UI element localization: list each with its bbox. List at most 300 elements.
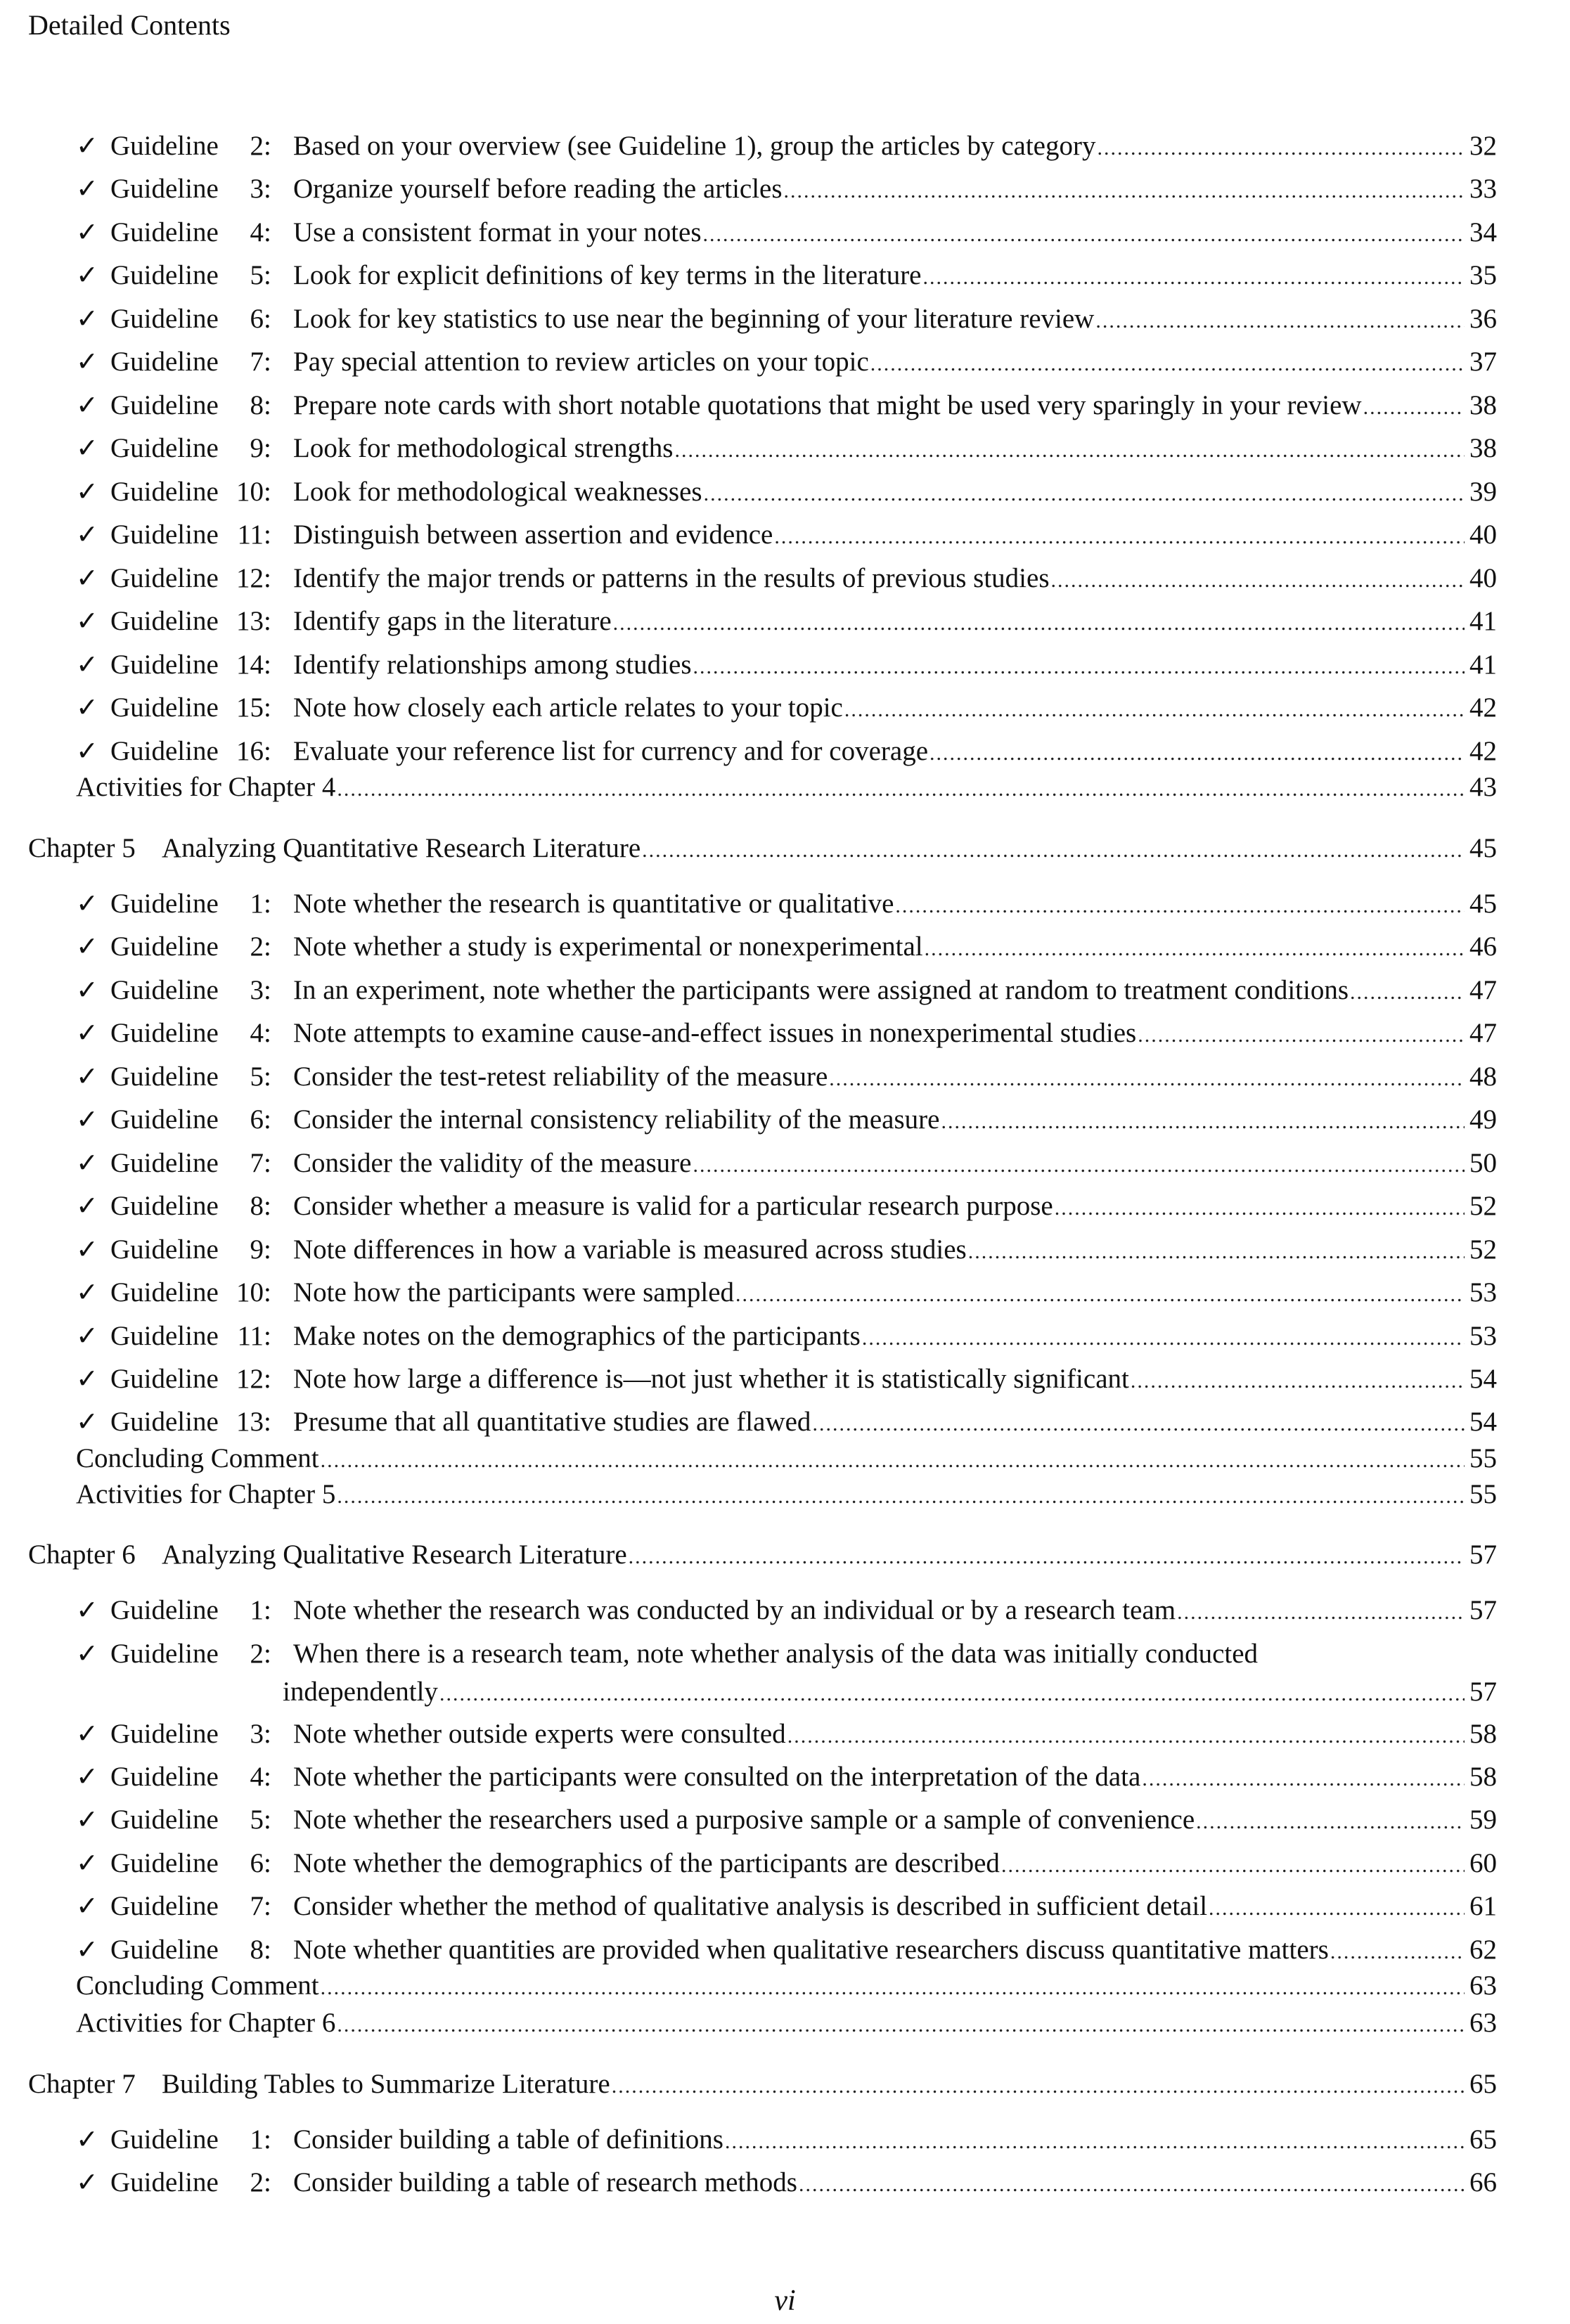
guideline-number: 4 [250,1018,264,1048]
page-number[interactable]: 38 [1469,390,1497,420]
toc-entry-guideline[interactable]: ✓ Guideline 3 : In an experiment, note whether the participants were assigned at random to treatment conditions ..... 47 [0,972,1570,1007]
dot-leader [1131,1364,1465,1399]
page-number[interactable]: 57 [1469,1595,1497,1625]
checkmark-icon: ✓ [76,1061,98,1092]
toc-entry-guideline[interactable]: ✓ Guideline 8 : Prepare note cards with short notable quotations that might be used very sparingly in your review ..... 38 [0,387,1570,422]
page-number[interactable]: 48 [1469,1061,1497,1092]
entry-title[interactable]: Pay special attention to review articles on your topic [293,347,869,377]
checkmark-icon: ✓ [76,888,98,919]
page-number[interactable]: 58 [1469,1719,1497,1749]
guideline-label: Guideline [110,2124,219,2155]
checkmark-icon: ✓ [76,346,98,377]
chapter-title[interactable]: Building Tables to Summarize Literature [162,2069,610,2099]
toc-entry-guideline[interactable]: ✓ Guideline 12 : Note how large a difference is—not just whether it is statistically significant ..... 54 [0,1361,1570,1396]
guideline-label: Guideline [110,2167,219,2197]
page-number[interactable]: 50 [1469,1148,1497,1178]
toc-entry-guideline[interactable]: ✓ Guideline 8 : Consider whether a measure is valid for a particular research purpose ..... 52 [0,1188,1570,1223]
guideline-label: Guideline [110,1234,219,1265]
guideline-number: 6 [250,1104,264,1135]
entry-title[interactable]: Note attempts to examine cause-and-effect issues in nonexperimental studies [293,1018,1137,1048]
toc-entry-activities[interactable] [0,770,1570,805]
dot-leader [923,260,1465,295]
entry-title[interactable]: Look for explicit definitions of key terms in the literature [293,260,922,290]
page-number[interactable]: 54 [1469,1364,1497,1394]
checkmark-icon: ✓ [76,259,98,290]
page-number[interactable]: 35 [1469,260,1497,290]
toc-entry-guideline[interactable]: ✓ Guideline 9 : Note differences in how a variable is measured across studies ..... 52 [0,1232,1570,1267]
dot-leader [1209,1891,1465,1926]
entry-title[interactable]: Use a consistent format in your notes [293,217,702,247]
page-number[interactable]: 60 [1469,1848,1497,1878]
dot-leader [337,2008,1465,2043]
guideline-label: Guideline [110,390,219,420]
page-number[interactable]: 65 [1469,2069,1497,2099]
guideline-label: Guideline [110,1639,219,1669]
dot-leader [337,772,1465,807]
page-number[interactable]: 36 [1469,304,1497,334]
entry-title[interactable]: Note whether the demographics of the participants are described [293,1848,1000,1878]
guideline-label: Guideline [110,975,219,1005]
entry-title[interactable]: Concluding Comment [76,1443,319,1473]
page-number[interactable]: 59 [1469,1805,1497,1835]
toc-entry-guideline[interactable]: ✓ Guideline 5 : Note whether the researchers used a purposive sample or a sample of convenience ..... 59 [0,1802,1570,1837]
toc-entry-guideline[interactable]: ✓ Guideline 10 : Look for methodological weaknesses ..... 39 [0,474,1570,509]
guideline-number: 5 [250,1061,264,1092]
entry-title[interactable]: Note whether quantities are provided when qualitative researchers discuss quantitative matters [293,1935,1329,1965]
guideline-label: Guideline [110,889,219,919]
dot-leader [704,477,1465,512]
page-number[interactable]: 41 [1469,606,1497,636]
guideline-number: 3 [250,174,264,204]
guideline-number: 10 [236,1277,264,1308]
guideline-number: 8 [250,1935,264,1965]
guideline-number: 13 [236,1407,264,1437]
dot-leader [844,692,1465,728]
dot-leader [735,1277,1465,1312]
toc-entry-guideline[interactable]: ✓ Guideline 8 : Note whether quantities are provided when qualitative researchers discuss quantitative matters ..... 62 [0,1932,1570,1967]
entry-title[interactable]: Note how the participants were sampled [293,1277,735,1308]
entry-title[interactable]: Consider whether a measure is valid for a particular research purpose [293,1191,1053,1221]
guideline-label: Guideline [110,1407,219,1437]
page-number[interactable]: 42 [1469,692,1497,723]
toc-entry-continuation[interactable] [0,1674,1570,1710]
toc-entry-chapter[interactable] [0,2067,1570,2102]
toc-entry-guideline[interactable]: ✓ Guideline 7 : Consider the validity of the measure ..... 50 [0,1145,1570,1180]
guideline-label: Guideline [110,931,219,962]
entry-title[interactable]: Note differences in how a variable is measured across studies [293,1234,967,1265]
dot-leader [862,1321,1465,1356]
entry-title[interactable]: Note whether the research was conducted by an individual or by a research team [293,1595,1176,1625]
checkmark-icon: ✓ [76,931,98,962]
dot-leader [613,606,1465,641]
guideline-number: 1 [250,889,264,919]
checkmark-icon: ✓ [76,1761,98,1792]
guideline-label: Guideline [110,1277,219,1308]
page-number[interactable]: 41 [1469,650,1497,680]
toc-entry-guideline[interactable]: ✓ Guideline 2 : Note whether a study is experimental or nonexperimental ..... 46 [0,929,1570,964]
page-number[interactable]: 55 [1469,1479,1497,1509]
page-number[interactable]: 47 [1469,975,1497,1005]
guideline-number: 9 [250,1234,264,1265]
entry-title[interactable]: Note how large a difference is—not just whether it is statistically significant [293,1364,1129,1394]
toc-entry-guideline[interactable]: ✓ Guideline 2 : Consider building a table of research methods ..... 66 [0,2164,1570,2200]
entry-title[interactable]: Make notes on the demographics of the participants [293,1321,861,1351]
dot-leader [629,1539,1465,1575]
checkmark-icon: ✓ [76,692,98,723]
entry-title[interactable]: Note whether a study is experimental or nonexperimental [293,931,923,962]
page-number[interactable]: 47 [1469,1018,1497,1048]
checkmark-icon: ✓ [76,1363,98,1394]
guideline-label: Guideline [110,1321,219,1351]
dot-leader [1363,390,1465,425]
guideline-number: 1 [250,2124,264,2155]
checkmark-icon: ✓ [76,1190,98,1221]
page-number[interactable]: 37 [1469,347,1497,377]
dot-leader [321,1970,1465,2006]
checkmark-icon: ✓ [76,2167,98,2197]
entry-title[interactable]: Identify relationships among studies [293,650,692,680]
dot-leader [321,1443,1465,1478]
toc-entry-guideline[interactable]: ✓ Guideline 7 : Consider whether the method of qualitative analysis is described in sufficient detail ..... 61 [0,1888,1570,1923]
page-number[interactable]: 46 [1469,931,1497,962]
checkmark-icon: ✓ [76,519,98,550]
guideline-number: 8 [250,1191,264,1221]
page-number[interactable]: 52 [1469,1191,1497,1221]
guideline-number: 15 [236,692,264,723]
toc-entry-guideline[interactable]: ✓ Guideline 1 : Consider building a table of definitions ..... 65 [0,2122,1570,2157]
dot-leader [1142,1762,1465,1797]
toc-entry-guideline[interactable]: ✓ Guideline 6 : Consider the internal consistency reliability of the measure ..... 49 [0,1102,1570,1137]
checkmark-icon: ✓ [76,562,98,593]
dot-leader [1330,1935,1465,1970]
dot-leader [968,1234,1465,1270]
checkmark-icon: ✓ [76,1147,98,1178]
page-number[interactable]: 66 [1469,2167,1497,2197]
page-number[interactable]: 57 [1469,1677,1497,1707]
guideline-label: Guideline [110,174,219,204]
entry-title[interactable]: Note whether the research is quantitative or qualitative [293,889,894,919]
checkmark-icon: ✓ [76,1638,98,1669]
entry-title[interactable]: Activities for Chapter 6 [76,2008,336,2038]
dot-leader [941,1104,1465,1140]
dot-leader [1095,304,1465,339]
checkmark-icon: ✓ [76,1890,98,1921]
guideline-number: 3 [250,1719,264,1749]
guideline-number: 7 [250,347,264,377]
entry-title[interactable]: Look for key statistics to use near the beginning of your literature review [293,304,1095,334]
toc-entry-concluding-comment[interactable] [0,1968,1570,2003]
toc-entry-guideline[interactable]: ✓ Guideline 2 : When there is a research team, note whether analysis of the data was initially conducted [0,1636,1570,1671]
page-number[interactable]: 57 [1469,1539,1497,1570]
toc-entry-guideline[interactable]: ✓ Guideline 3 : Note whether outside experts were consulted ..... 58 [0,1716,1570,1751]
page-number[interactable]: 62 [1469,1935,1497,1965]
checkmark-icon: ✓ [76,130,98,161]
guideline-label: Guideline [110,519,219,550]
dot-leader [1177,1595,1465,1630]
entry-title[interactable]: Identify the major trends or patterns in the results of previous studies [293,563,1050,593]
checkmark-icon: ✓ [76,1594,98,1625]
dot-leader [693,1148,1465,1183]
running-header: Detailed Contents [28,9,231,41]
toc-entry-concluding-comment[interactable] [0,1441,1570,1476]
page-number[interactable]: 65 [1469,2124,1497,2155]
page-number[interactable]: 42 [1469,736,1497,766]
toc-entry-guideline[interactable]: ✓ Guideline 6 : Look for key statistics to use near the beginning of your literature review ..... 36 [0,301,1570,336]
toc-entry-activities[interactable] [0,1477,1570,1512]
page-number[interactable]: 45 [1469,833,1497,863]
checkmark-icon: ✓ [76,476,98,507]
toc-entry-guideline[interactable]: ✓ Guideline 4 : Use a consistent format in your notes ..... 34 [0,214,1570,250]
dot-leader [1196,1805,1465,1840]
toc-entry-guideline[interactable]: ✓ Guideline 7 : Pay special attention to review articles on your topic ..... 37 [0,344,1570,379]
guideline-number: 9 [250,433,264,463]
checkmark-icon: ✓ [76,2124,98,2155]
dot-leader [787,1719,1465,1754]
toc-entry-guideline[interactable]: ✓ Guideline 11 : Distinguish between assertion and evidence ..... 40 [0,517,1570,552]
entry-title[interactable]: Concluding Comment [76,1970,319,2001]
dot-leader [1055,1191,1465,1226]
page-number[interactable]: 63 [1469,2008,1497,2038]
guideline-label: Guideline [110,477,219,507]
dot-leader [774,519,1465,555]
toc-entry-guideline[interactable]: ✓ Guideline 2 : Based on your overview (see Guideline 1), group the articles by category ..... 32 [0,128,1570,163]
page-number[interactable]: 55 [1469,1443,1497,1473]
entry-title[interactable]: In an experiment, note whether the participants were assigned at random to treatment conditions [293,975,1349,1005]
guideline-number: 4 [250,217,264,247]
dot-leader [1097,131,1465,166]
toc-entry-guideline[interactable]: ✓ Guideline 9 : Look for methodological strengths ..... 38 [0,430,1570,465]
toc-entry-guideline[interactable]: ✓ Guideline 3 : Organize yourself before reading the articles ..... 33 [0,171,1570,206]
page-number[interactable]: 32 [1469,131,1497,161]
checkmark-icon: ✓ [76,1934,98,1965]
guideline-number: 11 [237,1321,264,1351]
checkmark-icon: ✓ [76,1804,98,1835]
guideline-label: Guideline [110,1935,219,1965]
guideline-label: Guideline [110,606,219,636]
page-number[interactable]: 40 [1469,519,1497,550]
entry-title[interactable]: Note how closely each article relates to your topic [293,692,843,723]
guideline-number: 1 [250,1595,264,1625]
checkmark-icon: ✓ [76,1718,98,1749]
dot-leader [612,2069,1465,2104]
dot-leader [337,1479,1465,1514]
checkmark-icon: ✓ [76,1017,98,1048]
entry-title[interactable]: Identify gaps in the literature [293,606,612,636]
page-number[interactable]: 49 [1469,1104,1497,1135]
dot-leader [784,174,1465,209]
dot-leader [725,2124,1465,2160]
dot-leader [1350,975,1465,1010]
guideline-number: 13 [236,606,264,636]
checkmark-icon: ✓ [76,1234,98,1265]
page-number[interactable]: 58 [1469,1762,1497,1792]
guideline-label: Guideline [110,1762,219,1792]
toc-entry-guideline[interactable]: ✓ Guideline 5 : Look for explicit definitions of key terms in the literature ..... 35 [0,257,1570,292]
guideline-number: 4 [250,1762,264,1792]
dot-leader [1001,1848,1465,1883]
entry-title[interactable]: Distinguish between assertion and evidence [293,519,773,550]
checkmark-icon: ✓ [76,1320,98,1351]
dot-leader [674,433,1465,468]
toc-entry-guideline[interactable]: ✓ Guideline 4 : Note whether the participants were consulted on the interpretation of the data ..... 58 [0,1759,1570,1794]
guideline-label: Guideline [110,1595,219,1625]
toc-entry-guideline[interactable]: ✓ Guideline 4 : Note attempts to examine cause-and-effect issues in nonexperimental studies ..... 47 [0,1015,1570,1050]
guideline-number: 3 [250,975,264,1005]
guideline-number: 12 [236,1364,264,1394]
checkmark-icon: ✓ [76,1406,98,1437]
toc-entry-guideline[interactable]: ✓ Guideline 1 : Note whether the research is quantitative or qualitative ..... 45 [0,886,1570,921]
page-number[interactable]: 39 [1469,477,1497,507]
page-number[interactable]: 53 [1469,1277,1497,1308]
entry-title[interactable]: When there is a research team, note whether analysis of the data was initially conducted [293,1639,1259,1669]
toc-entry-guideline[interactable]: ✓ Guideline 1 : Note whether the research was conducted by an individual or by a research team ..... 57 [0,1592,1570,1627]
toc-entry-activities[interactable] [0,2006,1570,2041]
guideline-label: Guideline [110,1148,219,1178]
guideline-number: 2 [250,2167,264,2197]
guideline-number: 2 [250,931,264,962]
page-number[interactable]: 54 [1469,1407,1497,1437]
checkmark-icon: ✓ [76,649,98,680]
checkmark-icon: ✓ [76,735,98,766]
entry-title[interactable]: Consider the validity of the measure [293,1148,692,1178]
guideline-label: Guideline [110,1018,219,1048]
entry-title[interactable]: Activities for Chapter 4 [76,772,336,802]
entry-title[interactable]: Look for methodological strengths [293,433,674,463]
checkmark-icon: ✓ [76,217,98,247]
entry-title[interactable]: Consider whether the method of qualitative analysis is described in sufficient detail [293,1891,1208,1921]
guideline-number: 5 [250,260,264,290]
entry-title[interactable]: Note whether the researchers used a purposive sample or a sample of convenience [293,1805,1195,1835]
entry-title[interactable]: Consider the test-retest reliability of the measure [293,1061,828,1092]
dot-leader [703,217,1465,252]
guideline-number: 7 [250,1148,264,1178]
guideline-label: Guideline [110,1719,219,1749]
entry-title[interactable]: Look for methodological weaknesses [293,477,702,507]
chapter-label: Chapter 7 [28,2069,136,2099]
toc-entry-guideline[interactable]: ✓ Guideline 12 : Identify the major trends or patterns in the results of previous studies ..... 40 [0,560,1570,595]
chapter-label: Chapter 5 [28,833,136,863]
guideline-number: 6 [250,1848,264,1878]
page-number[interactable]: 34 [1469,217,1497,247]
guideline-label: Guideline [110,1891,219,1921]
guideline-number: 2 [250,131,264,161]
guideline-label: Guideline [110,650,219,680]
chapter-title[interactable]: Analyzing Qualitative Research Literature [162,1539,627,1570]
entry-title[interactable]: Consider building a table of research methods [293,2167,797,2197]
guideline-number: 11 [237,519,264,550]
dot-leader [799,2167,1465,2202]
checkmark-icon: ✓ [76,1847,98,1878]
entry-title[interactable]: Based on your overview (see Guideline 1), group the articles by category [293,131,1096,161]
dot-leader [642,833,1465,868]
dot-leader [829,1061,1465,1097]
guideline-number: 8 [250,390,264,420]
guideline-number: 5 [250,1805,264,1835]
checkmark-icon: ✓ [76,974,98,1005]
toc-entry-guideline[interactable]: ✓ Guideline 6 : Note whether the demographics of the participants are described ..... 60 [0,1845,1570,1880]
entry-title[interactable]: Note whether the participants were consulted on the interpretation of the data [293,1762,1141,1792]
toc-entry-chapter[interactable] [0,1537,1570,1573]
guideline-number: 2 [250,1639,264,1669]
guideline-label: Guideline [110,260,219,290]
dot-leader [1051,563,1465,598]
entry-title[interactable]: Prepare note cards with short notable quotations that might be used very sparingly in your review [293,390,1362,420]
guideline-label: Guideline [110,1104,219,1135]
entry-title[interactable]: Evaluate your reference list for currency and for coverage [293,736,928,766]
checkmark-icon: ✓ [76,1104,98,1135]
page-number-footer: vi [774,2285,796,2317]
dot-leader [439,1677,1465,1712]
entry-title-continuation[interactable]: independently [283,1677,438,1707]
guideline-label: Guideline [110,217,219,247]
guideline-label: Guideline [110,1805,219,1835]
checkmark-icon: ✓ [76,432,98,463]
entry-title[interactable]: Organize yourself before reading the articles [293,174,783,204]
page-number[interactable]: 53 [1469,1321,1497,1351]
guideline-number: 6 [250,304,264,334]
dot-leader [925,931,1465,967]
checkmark-icon: ✓ [76,605,98,636]
toc-entry-chapter[interactable] [0,831,1570,866]
dot-leader [693,650,1465,685]
page-number[interactable]: 38 [1469,433,1497,463]
guideline-label: Guideline [110,736,219,766]
guideline-label: Guideline [110,1848,219,1878]
toc-entry-guideline[interactable]: ✓ Guideline 15 : Note how closely each article relates to your topic ..... 42 [0,690,1570,725]
page-number[interactable]: 45 [1469,889,1497,919]
dot-leader [1138,1018,1465,1053]
guideline-label: Guideline [110,1364,219,1394]
toc-entry-guideline[interactable]: ✓ Guideline 10 : Note how the participants were sampled ..... 53 [0,1274,1570,1310]
page-number[interactable]: 63 [1469,1970,1497,2001]
dot-leader [895,889,1465,924]
toc-entry-guideline[interactable]: ✓ Guideline 13 : Presume that all quantitative studies are flawed ..... 54 [0,1404,1570,1439]
entry-title[interactable]: Presume that all quantitative studies are flawed [293,1407,811,1437]
guideline-number: 14 [236,650,264,680]
page-number[interactable]: 43 [1469,772,1497,802]
page-number[interactable]: 52 [1469,1234,1497,1265]
toc-entry-guideline[interactable]: ✓ Guideline 16 : Evaluate your reference list for currency and for coverage ..... 42 [0,733,1570,768]
guideline-label: Guideline [110,304,219,334]
checkmark-icon: ✓ [76,1277,98,1308]
entry-title[interactable]: Consider the internal consistency reliability of the measure [293,1104,940,1135]
checkmark-icon: ✓ [76,303,98,334]
entry-title[interactable]: Activities for Chapter 5 [76,1479,336,1509]
dot-leader [870,347,1465,382]
toc-entry-guideline[interactable]: ✓ Guideline 5 : Consider the test-retest reliability of the measure ..... 48 [0,1059,1570,1094]
checkmark-icon: ✓ [76,389,98,420]
entry-title[interactable]: Consider building a table of definitions [293,2124,723,2155]
page-number[interactable]: 61 [1469,1891,1497,1921]
guideline-label: Guideline [110,563,219,593]
chapter-title[interactable]: Analyzing Quantitative Research Literature [162,833,641,863]
toc-entry-guideline[interactable]: ✓ Guideline 14 : Identify relationships among studies ..... 41 [0,647,1570,682]
toc-entry-guideline[interactable]: ✓ Guideline 13 : Identify gaps in the literature ..... 41 [0,603,1570,638]
guideline-number: 12 [236,563,264,593]
guideline-number: 7 [250,1891,264,1921]
page-number[interactable]: 40 [1469,563,1497,593]
dot-leader [929,736,1465,771]
guideline-label: Guideline [110,347,219,377]
guideline-label: Guideline [110,1061,219,1092]
entry-title[interactable]: Note whether outside experts were consulted [293,1719,786,1749]
dot-leader [812,1407,1465,1442]
toc-entry-guideline[interactable]: ✓ Guideline 11 : Make notes on the demographics of the participants ..... 53 [0,1318,1570,1353]
guideline-number: 16 [236,736,264,766]
guideline-label: Guideline [110,1191,219,1221]
guideline-label: Guideline [110,131,219,161]
page-number[interactable]: 33 [1469,174,1497,204]
